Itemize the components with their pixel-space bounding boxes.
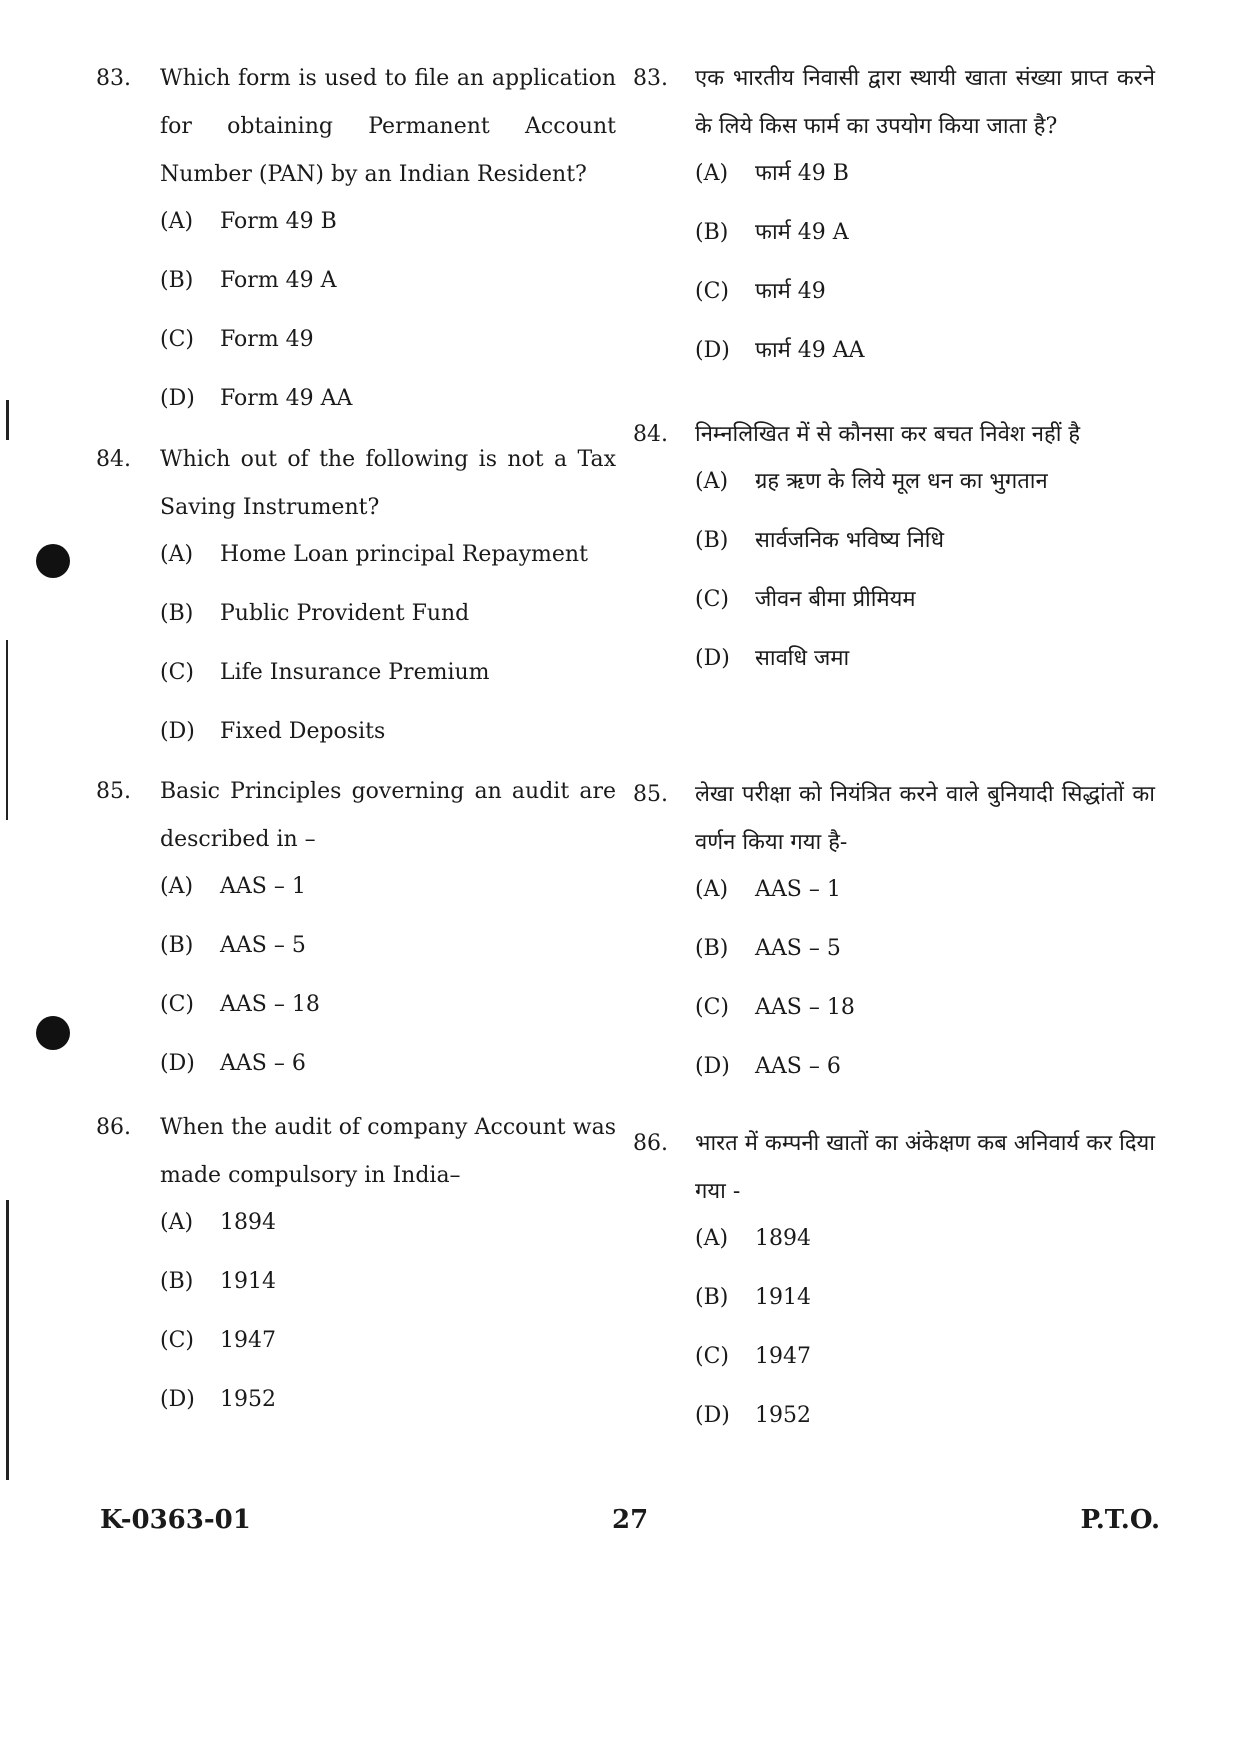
option-b [160, 1267, 616, 1326]
option-letter: (A) [695, 161, 729, 186]
option-b [695, 1283, 1155, 1342]
question-number: 86. [96, 1115, 131, 1140]
option-text: AAS – 1 [755, 877, 841, 902]
scan-edge-mark [6, 640, 8, 820]
option-letter: (C) [695, 1344, 729, 1369]
option-text: AAS – 5 [220, 933, 306, 958]
option-text: Public Provident Fund [220, 601, 470, 626]
option-b [695, 218, 1155, 277]
option-letter: (D) [695, 338, 730, 363]
option-letter: (D) [160, 386, 195, 411]
option-b [695, 934, 1155, 993]
option-a [160, 207, 616, 266]
scan-edge-mark [6, 400, 9, 440]
option-letter: (B) [160, 601, 194, 626]
option-text: फार्म 49 AA [755, 338, 865, 363]
options-list [695, 467, 1155, 703]
option-b [695, 526, 1155, 585]
option-letter: (D) [160, 1387, 195, 1412]
question-84-hi [635, 411, 1155, 771]
question-83-en [96, 55, 616, 436]
paper-code: K-0363-01 [100, 1505, 251, 1535]
question-number: 86. [633, 1131, 668, 1156]
option-text: सार्वजनिक भविष्य निधि [755, 528, 945, 553]
option-a [160, 872, 616, 931]
option-a [160, 1208, 616, 1267]
question-text: Basic Principles governing an audit are described in – [160, 779, 616, 852]
option-a [695, 467, 1155, 526]
option-text: 1947 [220, 1328, 276, 1353]
question-text: एक भारतीय निवासी द्वारा स्थायी खाता संख्या प्राप्त करने के लिये किस फार्म का उपयोग किया जाता है? [695, 66, 1155, 139]
question-85-en [96, 768, 616, 1104]
page-number: 27 [612, 1505, 649, 1535]
option-text: सावधि जमा [755, 646, 850, 671]
question-text: When the audit of company Account was made compulsory in India– [160, 1115, 616, 1188]
binding-hole-mark [36, 544, 70, 578]
option-text: फार्म 49 B [755, 161, 849, 186]
question-number: 85. [633, 782, 668, 807]
option-d [695, 1052, 1155, 1111]
option-letter: (A) [695, 469, 729, 494]
option-a [695, 875, 1155, 934]
question-number: 84. [633, 422, 668, 447]
option-d [695, 1401, 1155, 1460]
option-letter: (B) [695, 220, 729, 245]
question-86-hi [635, 1120, 1155, 1460]
option-letter: (C) [695, 279, 729, 304]
option-text: 1952 [220, 1387, 276, 1412]
question-84-en [96, 436, 616, 768]
option-letter: (C) [695, 587, 729, 612]
option-letter: (C) [160, 1328, 194, 1353]
options-list [160, 1208, 616, 1444]
question-text: भारत में कम्पनी खातों का अंकेक्षण कब अनिवार्य कर दिया गया - [695, 1131, 1155, 1204]
option-letter: (B) [160, 933, 194, 958]
option-letter: (A) [160, 542, 194, 567]
option-letter: (A) [695, 877, 729, 902]
option-text: AAS – 18 [220, 992, 320, 1017]
option-letter: (B) [695, 936, 729, 961]
question-number: 85. [96, 779, 131, 804]
question-number: 84. [96, 447, 131, 472]
option-d [160, 1385, 616, 1444]
option-letter: (A) [695, 1226, 729, 1251]
option-letter: (B) [160, 1269, 194, 1294]
option-letter: (D) [160, 719, 195, 744]
option-text: Life Insurance Premium [220, 660, 490, 685]
option-text: फार्म 49 [755, 279, 826, 304]
page-footer [100, 1505, 1160, 1545]
option-letter: (C) [160, 992, 194, 1017]
option-c [695, 277, 1155, 336]
option-text: AAS – 6 [755, 1054, 841, 1079]
pto-label: P.T.O. [1080, 1505, 1160, 1535]
option-letter: (C) [695, 995, 729, 1020]
option-letter: (B) [695, 528, 729, 553]
option-c [160, 1326, 616, 1385]
option-letter: (D) [695, 646, 730, 671]
option-a [695, 159, 1155, 218]
question-number: 83. [633, 66, 668, 91]
options-list [695, 159, 1155, 395]
question-text: Which out of the following is not a Tax Saving Instrument? [160, 447, 616, 520]
option-c [695, 585, 1155, 644]
question-text: निम्नलिखित में से कौनसा कर बचत निवेश नहीं है [695, 422, 1081, 447]
question-85-hi [635, 771, 1155, 1120]
option-text: AAS – 1 [220, 874, 306, 899]
options-list [160, 540, 616, 776]
option-text: 1894 [220, 1210, 276, 1235]
option-letter: (A) [160, 209, 194, 234]
option-text: जीवन बीमा प्रीमियम [755, 587, 916, 612]
option-text: Form 49 B [220, 209, 337, 234]
option-text: 1914 [755, 1285, 811, 1310]
option-c [160, 325, 616, 384]
scan-edge-mark [6, 1200, 9, 1480]
option-text: Form 49 AA [220, 386, 353, 411]
english-column [96, 55, 616, 1444]
question-text: Which form is used to file an application for obtaining Permanent Account Number (PAN) by an Indian Resident? [160, 66, 616, 187]
option-text: ग्रह ऋण के लिये मूल धन का भुगतान [755, 469, 1048, 494]
option-text: 1952 [755, 1403, 811, 1428]
options-list [695, 1224, 1155, 1460]
options-list [695, 875, 1155, 1111]
option-text: Fixed Deposits [220, 719, 386, 744]
question-text: लेखा परीक्षा को नियंत्रित करने वाले बुनियादी सिद्धांतों का वर्णन किया गया है- [695, 782, 1155, 855]
option-text: Home Loan principal Repayment [220, 542, 588, 567]
binding-hole-mark [36, 1016, 70, 1050]
option-text: फार्म 49 A [755, 220, 849, 245]
option-text: Form 49 [220, 327, 314, 352]
option-letter: (A) [160, 874, 194, 899]
option-c [695, 993, 1155, 1052]
option-a [695, 1224, 1155, 1283]
option-letter: (D) [695, 1054, 730, 1079]
question-number: 83. [96, 66, 131, 91]
option-letter: (C) [160, 660, 194, 685]
option-text: AAS – 6 [220, 1051, 306, 1076]
option-letter: (B) [160, 268, 194, 293]
option-text: 1914 [220, 1269, 276, 1294]
option-b [160, 931, 616, 990]
option-letter: (D) [160, 1051, 195, 1076]
hindi-column [635, 55, 1155, 1460]
option-c [160, 658, 616, 717]
option-d [160, 1049, 616, 1108]
option-b [160, 599, 616, 658]
options-list [160, 872, 616, 1108]
option-letter: (D) [695, 1403, 730, 1428]
option-letter: (A) [160, 1210, 194, 1235]
option-text: 1894 [755, 1226, 811, 1251]
question-86-en [96, 1104, 616, 1444]
option-c [695, 1342, 1155, 1401]
option-text: AAS – 5 [755, 936, 841, 961]
option-b [160, 266, 616, 325]
option-d [160, 384, 616, 443]
options-list [160, 207, 616, 443]
option-letter: (C) [160, 327, 194, 352]
option-text: 1947 [755, 1344, 811, 1369]
option-text: Form 49 A [220, 268, 337, 293]
option-d [695, 644, 1155, 703]
option-c [160, 990, 616, 1049]
option-d [695, 336, 1155, 395]
option-letter: (B) [695, 1285, 729, 1310]
option-text: AAS – 18 [755, 995, 855, 1020]
question-83-hi [635, 55, 1155, 411]
option-a [160, 540, 616, 599]
